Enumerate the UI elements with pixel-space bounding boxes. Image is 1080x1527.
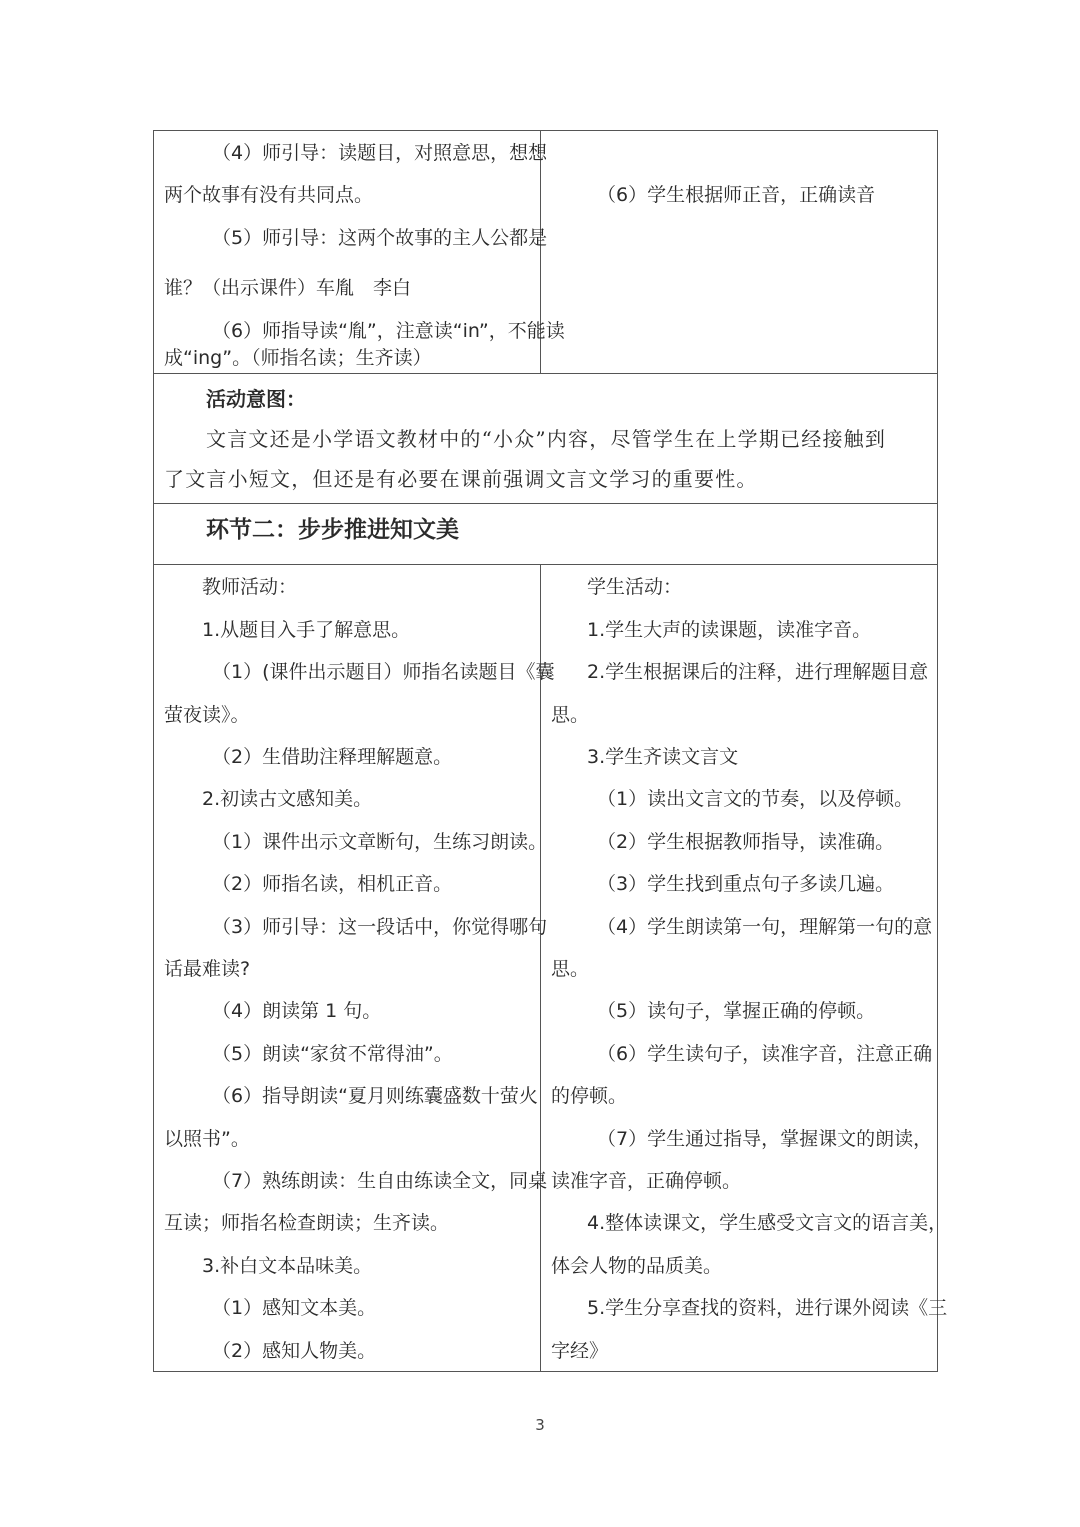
text-line: 的停顿。 [551,1085,628,1107]
text-line: （6）学生读句子，读准字音，注意正确 [597,1043,933,1065]
text-line: 成“ing”。（师指名读；生齐读） [164,347,432,369]
text-line: 2.学生根据课后的注释，进行理解题目意 [587,661,929,683]
text-line: 思。 [551,704,590,726]
student-cell-upper [541,131,937,373]
intent-text-line: 了文言小短文，但还是有必要在课前强调文言文学习的重要性。 [164,467,758,491]
text-line: （6）学生根据师正音，正确读音 [597,184,876,206]
text-line: （2）感知人物美。 [212,1340,377,1362]
section-header-cell [154,504,937,564]
text-line: 两个故事有没有共同点。 [164,184,374,206]
activity-intent-cell [154,374,937,503]
text-line: （2）学生根据教师指导，读准确。 [597,831,895,853]
text-line: （2）师指名读，相机正音。 [212,873,453,895]
text-line: 3.补白文本品味美。 [202,1255,373,1277]
text-line: （7）熟练朗读：生自由练读全文，同桌 [212,1170,548,1192]
text-line: 互读；师指名检查朗读；生齐读。 [164,1212,450,1234]
text-line: （1）(课件出示题目）师指名读题目《囊 [212,661,555,683]
text-line: 以照书”。 [164,1128,250,1150]
section-title: 环节二：步步推进知文美 [206,516,459,543]
text-line: （2）生借助注释理解题意。 [212,746,453,768]
table-row-guidance [154,131,937,374]
text-line: 5.学生分享查找的资料，进行课外阅读《三 [587,1297,948,1319]
student-activity-cell [541,565,948,1371]
text-line: 萤夜读》。 [164,704,250,726]
text-line: 思。 [551,958,590,980]
text-line: （7）学生通过指导，掌握课文的朗读， [597,1128,933,1150]
text-line: （6）师指导读“胤”，注意读“in”，不能读 [212,320,565,342]
intent-text-line: 文言文还是小学语文教材中的“小众”内容，尽管学生在上学期已经接触到 [206,427,887,451]
table-row-activities [154,565,948,1371]
text-line: 2.初读古文感知美。 [202,788,373,810]
teacher-activity-cell [154,565,555,1371]
table-row-intent [154,374,937,504]
text-line: （5）师引导：这两个故事的主人公都是 [212,227,548,249]
text-line: （1）感知文本美。 [212,1297,377,1319]
text-line: （6）指导朗读“夏月则练囊盛数十萤火 [212,1085,538,1107]
text-line: （5）读句子，掌握正确的停顿。 [597,1000,876,1022]
text-line: （1）课件出示文章断句，生练习朗读。 [212,831,548,853]
text-line: 谁？（出示课件）车胤 李白 [164,277,412,299]
text-line: （5）朗读“家贫不常得油”。 [212,1043,453,1065]
text-line: （1）读出文言文的节奏，以及停顿。 [597,788,914,810]
table-row-section-header [154,504,937,565]
student-activity-heading: 学生活动： [587,576,683,598]
teacher-cell-upper [154,131,565,373]
text-line: （3）学生找到重点句子多读几遍。 [597,873,895,895]
text-line: （4）学生朗读第一句，理解第一句的意 [597,916,933,938]
text-line: 3.学生齐读文言文 [587,746,739,768]
text-line: （4）朗读第 1 句。 [212,1000,382,1022]
text-line: 1.学生大声的读课题，读准字音。 [587,619,872,641]
text-line: （3）师引导：这一段话中，你觉得哪句 [212,916,548,938]
text-line: 字经》 [551,1340,609,1362]
text-line: 1.从题目入手了解意思。 [202,619,411,641]
text-line: 4.整体读课文，学生感受文言文的语言美， [587,1212,948,1234]
intent-title: 活动意图： [206,387,306,411]
lesson-plan-table [153,130,948,1372]
teacher-activity-heading: 教师活动： [202,576,298,598]
text-line: 体会人物的品质美。 [551,1255,723,1277]
page-number: 3 [535,1416,545,1434]
text-line: 读准字音，正确停顿。 [551,1170,742,1192]
text-line: （4）师引导：读题目，对照意思，想想 [212,142,548,164]
text-line: 话最难读? [164,958,251,980]
